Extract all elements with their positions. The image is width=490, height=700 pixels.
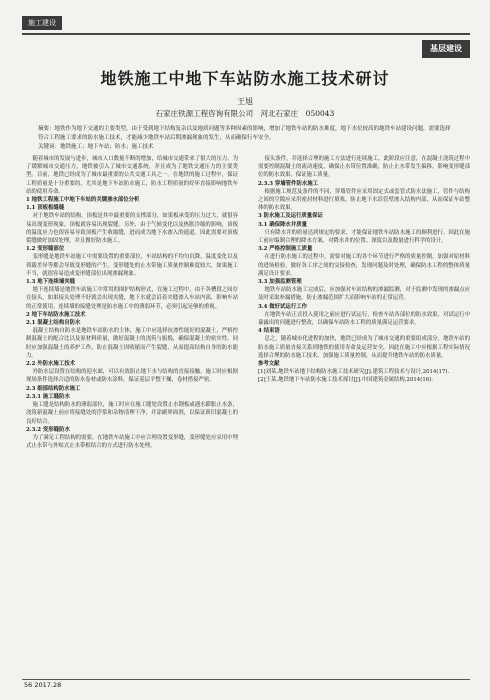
keywords: 关键词：地铁施工；地下车站；防水；施工技术	[38, 144, 154, 150]
section-heading: 3.3 加强监测管理	[258, 279, 302, 286]
reference-item: [2]王某.地铁地下车站防水施工技术探讨[J].中国建筑金属结构,2014(16).	[258, 377, 434, 384]
section-heading: 4 结束语	[258, 328, 280, 335]
paragraph: 变形缝是地铁车站施工中需要设置的重要部位，车站结构的不均匀沉降、温度变化以及荷载差异等都会导致变形缝的产生。变形缝处的止水带施工质量控制难度较大，如果施工不当，就很容易造成变形缝部位出现渗漏现象。	[26, 254, 238, 277]
section-heading: 2.3.3 穿墙管件防水施工	[258, 180, 319, 187]
paragraph: 只有降水井的质量达到规定的要求，才能保证地铁车站防水施工的顺利进行。因此在施工前应编制合理的降水方案，对降水井的位置、深度以及数量进行科学的设计。	[258, 229, 470, 245]
paragraph: 总之，随着城市化进程的加快，地铁已经成为了城市交通的重要组成部分。地铁车站的防水施工质量直接关系到地铁的使用寿命及运营安全，因此在施工中应根据工程实际情况选择合理的防水施工技术，加强施工质量控制，从而提升地铁车站的防水质量。	[258, 336, 470, 359]
section-heading: 3 防水施工及运行质量保证	[258, 213, 323, 220]
section-heading: 1.2 变形缝部位	[26, 246, 65, 253]
section-heading: 2.3.1 施工缝防水	[26, 393, 70, 400]
paragraph: 混凝土结构自防水是地铁车站防水的主体，施工中应选择抗渗性能好的混凝土，严格控制混凝土的配合比以及原材料质量，做好混凝土的浇筑与振捣，确保混凝土的密实性。同时应加强混凝土的养护工作，防止混凝土因收缩而产生裂缝，从而提高结构自身的防水能力。	[26, 328, 238, 359]
abstract: 摘要：地铁作为地下交通的主要类型，由于受到地下结构复杂以及地质问题等多种因素的影响，增加了地铁车站的防水难度。地下水位较高的地铁车站建设问题，需要选择符合工程施工要求的防水施工技术，才能减少地铁车站后期渗漏现象的发生，从而确保行车安全。	[38, 126, 451, 141]
section-heading: 3.4 做好试运行工作	[258, 303, 307, 310]
page-number: 56 2017.28	[24, 681, 62, 689]
section-tag: 施工建设	[22, 16, 62, 30]
footer-rule	[22, 679, 470, 680]
paragraph: 对于地铁车站的结构，顶板是其中最重要的支撑部分，如果板承受的压力过大，就很容易出现变形现象，顶板就容易出现裂缝。另外，由于气候变化以及热胀冷缩的影响，顶板的温度应力也很容易导致顶板产生收缩缝，进而成为地下水渗入的通道。因此需要对顶板裂缝做好加固处理，并且做好防水施工。	[26, 213, 238, 245]
reference-item: [1]刘某.地铁车站地下结构防水施工技术研究[J].建筑工程技术与设计,2014(17).	[258, 369, 450, 376]
author-affiliation: 石家庄铁源工程咨询有限公司 河北石家庄 050043	[155, 109, 335, 118]
paragraph: 接头条件，并选择合理的施工方法进行连续施工，此阶段应注意，在混凝土浇筑过程中需要控制混凝土的流动速度，确保止水带位置准确，防止止水带发生偏移，影响变形缝部位的防水效果，保证施工质量。	[258, 156, 470, 179]
body-column-right	[258, 155, 470, 385]
section-heading: 2.2 外防水施工技术	[26, 361, 75, 368]
section-heading: 1.3 地下连续墙夹缝	[26, 279, 75, 286]
paragraph: 根据施工规范及条件的不同，穿墙管件应采用固定式或套管式防水法施工，管件与结构之间的空隙应采用密封材料进行填塞，防止地下水沿管壁渗入结构内部，从而保证车站整体的防水效果。	[258, 188, 470, 212]
body-column-left	[26, 155, 238, 450]
section-heading: 1 地铁工程施工中地下车站的关键渗水部位分析	[26, 197, 140, 204]
paragraph: 随着城市的发展与进步，城市人口数量不断的增加，给城市交通带来了很大的压力。为了缓解城市交通压力，地铁被引入了城市交通系统，并且成为了地铁交通压力的主要类型。目前，地铁已经成为了城市最重要的公共交通工具之一。在地铁的施工过程中，保证工程质量是十分重要的，尤其是地下车站防水施工，防水工程质量的好坏直接影响地铁车站的使用寿命。	[26, 156, 238, 195]
header-rule	[22, 33, 470, 35]
paragraph: 外防水层设置在结构的迎水面，可以有效阻止地下水与结构的直接接触。施工时应根据现场条件选择合适的防水卷材或防水涂料，保证基层平整干燥，卷材搭接严密。	[26, 369, 238, 384]
section-heading: 参考文献	[258, 361, 280, 368]
section-heading: 1.1 顶板板缝缝	[26, 205, 65, 212]
section-heading: 2.1 混凝土结构自防水	[26, 320, 81, 327]
author-name: 王旭	[237, 97, 253, 106]
paragraph: 在地铁车站正式投入使用之前应进行试运行，检查车站各部位的防水效果，对试运行中暴露出的问题进行整改，以确保车站防水工程的质量满足运营要求。	[258, 311, 470, 327]
paragraph: 施工缝是结构防水的薄弱部位，施工时应在施工缝处设置止水钢板或遇水膨胀止水条，浇筑新混凝土前应将接缝处的浮浆和杂物清理干净，并涂刷界面剂，以保证新旧混凝土的良好结合。	[26, 402, 238, 425]
paragraph: 地铁车站防水施工完成后，应加强对车站结构的渗漏监测，对于监测中发现的渗漏点应及时采取补漏措施，防止渗漏范围扩大而影响车站的正常运营。	[258, 287, 470, 302]
paragraph: 地下连续墙是地铁车站施工中常用的围护结构形式，在施工过程中，由于各槽段之间存在接头，如果接头处理不好就会出现夹缝，地下水就会沿着夹缝渗入车站内部，影响车站的正常使用。连续墙的接缝处理是防水施工中的薄弱环节，必须引起足够的重视。	[26, 287, 238, 310]
article-title: 地铁施工中地下车站防水施工技术研讨	[100, 69, 390, 88]
section-heading: 3.2 严格控制施工质量	[258, 246, 313, 253]
section-heading: 2.3.2 变形缝防水	[26, 426, 70, 433]
column-tag: 基层建设	[422, 40, 470, 58]
section-heading: 2 地下车站防水施工技术	[26, 311, 86, 318]
paragraph: 为了满足工程结构的需要，在地铁车站施工中应合理设置变形缝，变形缝处应采用中埋式止水带与外贴式止水带相结合的方式进行防水处理。	[26, 434, 238, 450]
paragraph: 在进行防水施工的过程中，需要对施工的各个环节进行严格的质量控制，加强对原材料的进场检验，做好各工序之间的交接检查，发现问题及时处理，确保防水工程的整体质量满足设计要求。	[258, 254, 470, 277]
section-heading: 2.3 细部结构防水施工	[26, 385, 81, 392]
section-heading: 3.1 确保降水井质量	[258, 221, 307, 228]
